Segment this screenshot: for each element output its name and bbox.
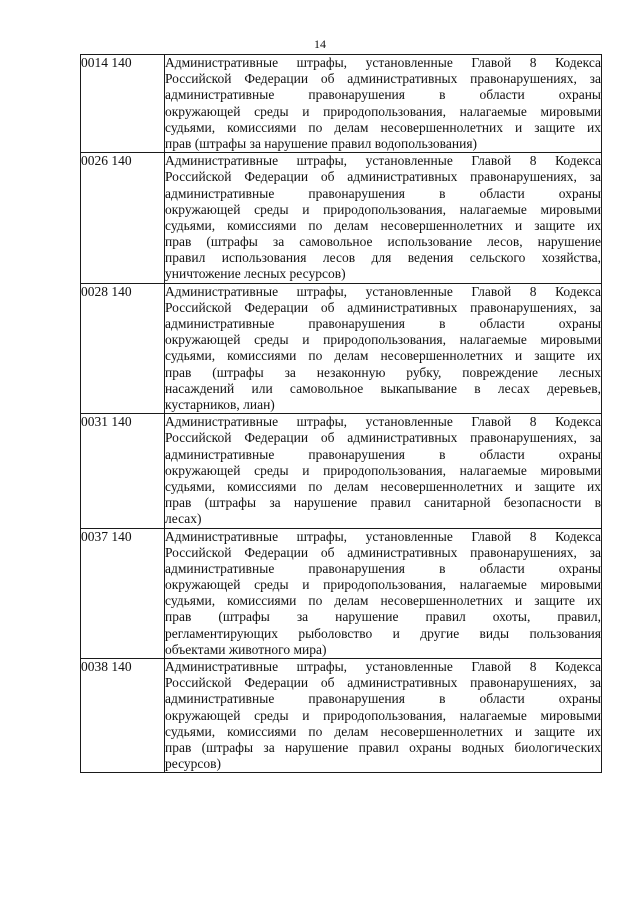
description-line: Российской Федерации об административных правонарушениях, за [165,299,601,315]
budget-codes-table [80,54,602,773]
description-line: окружающей среды и природопользования, налагаемые мировыми [165,577,601,593]
description-line: объектами животного мира) [165,641,327,657]
description-line: окружающей среды и природопользования, налагаемые мировыми [165,707,601,723]
table-row [81,528,602,659]
description-line: судьями, комиссиями по делам несовершеннолетних и защите их [165,348,601,364]
description-line: Российской Федерации об административных правонарушениях, за [165,430,601,446]
description-line: Российской Федерации об административных правонарушениях, за [165,675,601,691]
description-line: судьями, комиссиями по делам несовершеннолетних и защите их [165,217,601,233]
code-cell: 0014 140 [81,55,165,153]
description-line: ресурсов) [165,756,222,772]
description-line: прав (штрафы за незаконную рубку, повреждение лесных [165,364,601,380]
description-line: Административные штрафы, установленные Главой 8 Кодекса [165,153,601,169]
description-line: прав (штрафы за нарушение правил охраны водных биологических [165,739,601,755]
description-line: Административные штрафы, установленные Главой 8 Кодекса [165,55,601,70]
table-row [81,414,602,528]
description-line: регламентирующих рыболовство и другие виды пользования [165,625,601,641]
description-cell [165,528,602,659]
description-line: административные правонарушения в области охраны [165,316,601,332]
description-line: кустарников, лиан) [165,396,275,412]
description-line: уничтожение лесных ресурсов) [165,266,346,282]
description-line: Административные штрафы, установленные Главой 8 Кодекса [165,414,601,430]
code-cell: 0028 140 [81,283,165,414]
description-line: прав (штрафы за нарушение правил водопользования) [165,135,478,151]
description-line: судьями, комиссиями по делам несовершеннолетних и защите их [165,119,601,135]
code-cell: 0026 140 [81,153,165,284]
description-line: насаждений или самовольное выкапывание в лесах деревьев, [165,380,601,396]
description-line: Административные штрафы, установленные Главой 8 Кодекса [165,283,601,299]
description-line: административные правонарушения в области охраны [165,560,601,576]
code-cell: 0038 140 [81,659,165,773]
description-line: окружающей среды и природопользования, налагаемые мировыми [165,103,601,119]
description-line: судьями, комиссиями по делам несовершеннолетних и защите их [165,593,601,609]
description-cell [165,659,602,773]
description-cell [165,153,602,284]
description-line: административные правонарушения в области охраны [165,185,601,201]
description-line: прав (штрафы за самовольное использование лесов, нарушение [165,234,601,250]
description-line: Российской Федерации об административных правонарушениях, за [165,544,601,560]
description-line: окружающей среды и природопользования, налагаемые мировыми [165,201,601,217]
page-number: 14 [314,37,326,51]
description-cell [165,55,602,153]
description-cell [165,283,602,414]
code-cell: 0037 140 [81,528,165,659]
description-cell [165,414,602,528]
table-body [81,55,602,773]
description-line: судьями, комиссиями по делам несовершеннолетних и защите их [165,478,601,494]
description-line: правил использования лесов для ведения сельского хозяйства, [165,250,601,266]
description-line: судьями, комиссиями по делам несовершеннолетних и защите их [165,723,601,739]
description-line: окружающей среды и природопользования, налагаемые мировыми [165,332,601,348]
description-line: прав (штрафы за нарушение правил охоты, правил, [165,609,601,625]
description-line: прав (штрафы за нарушение правил санитарной безопасности в [165,495,601,511]
description-line: Административные штрафы, установленные Главой 8 Кодекса [165,659,601,675]
description-line: Административные штрафы, установленные Главой 8 Кодекса [165,528,601,544]
description-line: окружающей среды и природопользования, налагаемые мировыми [165,462,601,478]
table-row [81,55,602,153]
description-line: Российской Федерации об административных правонарушениях, за [165,71,601,87]
description-line: административные правонарушения в области охраны [165,87,601,103]
table-row [81,153,602,284]
table-row [81,659,602,773]
description-line: Российской Федерации об административных правонарушениях, за [165,169,601,185]
description-line: административные правонарушения в области охраны [165,691,601,707]
code-cell: 0031 140 [81,414,165,528]
description-line: лесах) [165,511,202,527]
description-line: административные правонарушения в области охраны [165,446,601,462]
table-row [81,283,602,414]
